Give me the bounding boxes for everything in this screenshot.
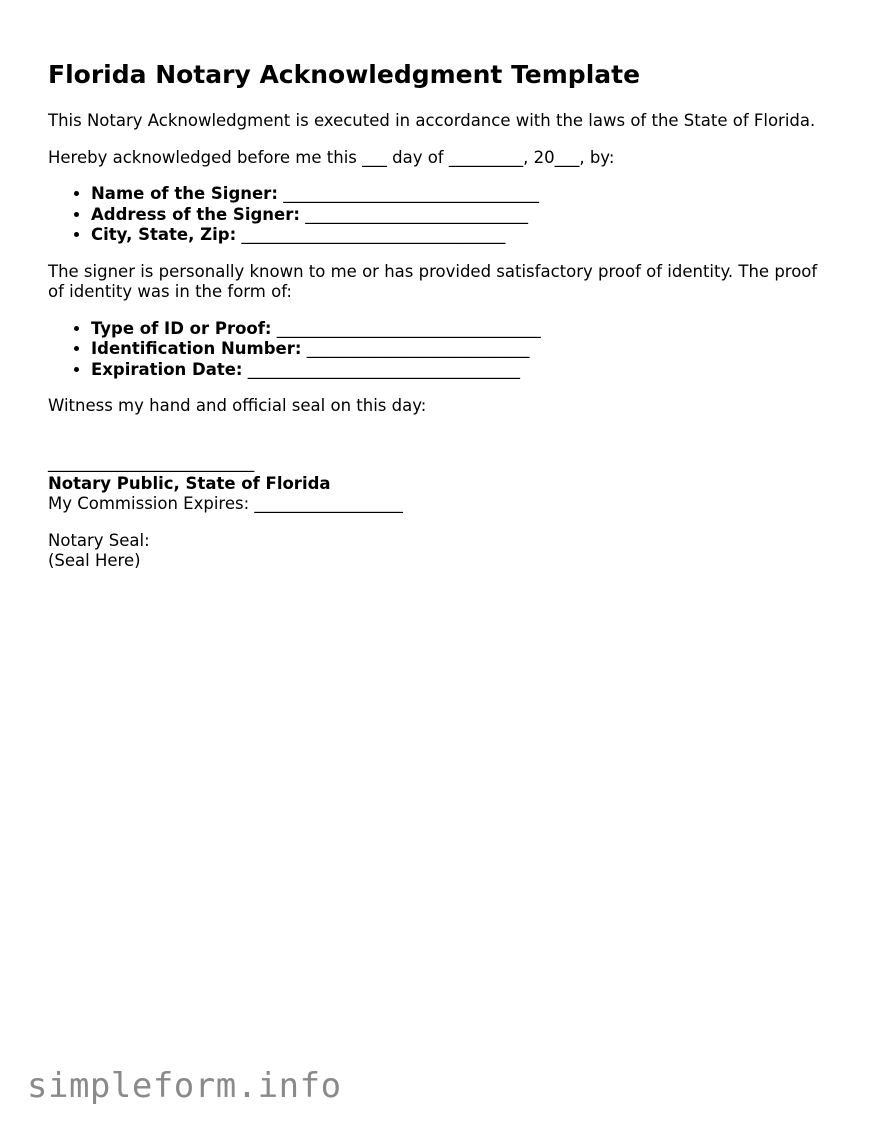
blank-line: _______________________________	[283, 184, 539, 203]
blank-line: ___________________________	[306, 339, 530, 358]
watermark: simpleform.info	[27, 1066, 342, 1106]
list-item-id-type	[91, 319, 828, 340]
intro-paragraph: This Notary Acknowledgment is executed in accordance with the laws of the State of Florida.	[48, 111, 816, 130]
document-title: Florida Notary Acknowledgment Template	[48, 60, 641, 89]
seal-label: Notary Seal:	[48, 530, 150, 550]
seal-placeholder: (Seal Here)	[48, 551, 141, 570]
blank-line: _________________________________	[247, 359, 521, 379]
field-label: Name of the Signer:	[91, 184, 278, 203]
field-label: Address of the Signer:	[91, 204, 300, 224]
notary-title: Notary Public, State of Florida	[48, 473, 331, 493]
signature-block	[48, 433, 828, 515]
list-item-signer-name	[91, 184, 828, 205]
blank-line: ________________________________	[276, 318, 541, 338]
signature-line: _________________________	[48, 453, 255, 472]
field-label: Expiration Date:	[91, 359, 243, 379]
list-item-id-number	[91, 339, 828, 360]
list-item-signer-address	[91, 205, 828, 226]
witness-line: Witness my hand and official seal on this day:	[48, 396, 427, 415]
signer-fields-list	[48, 184, 828, 246]
field-label: Identification Number:	[91, 339, 302, 358]
blank-line: ___________________________	[305, 204, 528, 224]
identity-statement: The signer is personally known to me or has provided satisfactory proof of identity. The proof of identity was in the form of:	[48, 261, 818, 301]
field-label: City, State, Zip:	[91, 225, 237, 244]
list-item-expiration-date	[91, 360, 828, 381]
document-page	[48, 58, 828, 588]
list-item-city-state-zip	[91, 225, 828, 246]
acknowledged-line: Hereby acknowledged before me this ___ day of _________, 20___, by:	[48, 147, 615, 167]
signature-spacer	[48, 433, 828, 454]
id-fields-list	[48, 319, 828, 381]
blank-line: ________________________________	[241, 225, 506, 244]
field-label: Type of ID or Proof:	[91, 318, 272, 338]
commission-expires: My Commission Expires: __________________	[48, 494, 403, 513]
seal-block	[48, 531, 828, 572]
